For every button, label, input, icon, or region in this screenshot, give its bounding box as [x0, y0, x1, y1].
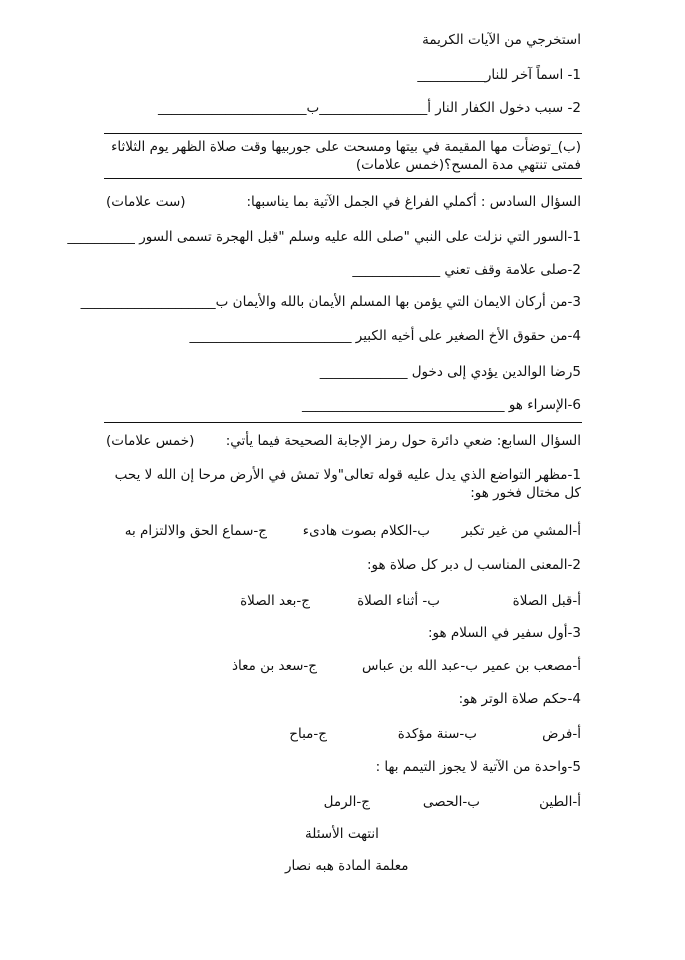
q6-item: 2-صلى علامة وقف تعني _____________ [352, 262, 581, 278]
q7-5-option-b: ب-الحصى [422, 794, 480, 810]
q6-item: 4-من حقوق الأخ الصغير على أخيه الكبير ________________________ [189, 328, 581, 344]
box-question-text: (ب)_توضأت مها المقيمة في بيتها ومسحت على جوربيها وقت صلاة الظهر يوم الثلاثاء فمتى تنتهي مدة المسح؟(خمس علامات) [111, 139, 581, 173]
q6-item: 5رضا الوالدين يؤدي إلى دخول _____________ [319, 364, 581, 380]
q6-item: 6-الإسراء هو ______________________________ [302, 397, 581, 413]
section-divider [104, 422, 582, 423]
intro-title: استخرجي من الآيات الكريمة [422, 32, 581, 48]
q7-3-option-b: ب-عبد الله بن عباس [362, 658, 478, 674]
q7-4-option-a: أ-فرض [542, 726, 581, 742]
q7-4-option-b: ب-سنة مؤكدة [397, 726, 477, 742]
q7-question-4: 4-حكم صلاة الوتر هو: [458, 691, 581, 707]
q6-item: 3-من أركان الايمان التي يؤمن بها المسلم الأيمان بالله والأيمان ب____________________ [80, 294, 581, 310]
q7-1-option-b: ب-الكلام بصوت هادىء [302, 523, 430, 539]
q7-heading: السؤال السابع: ضعي دائرة حول رمز الإجابة الصحيحة فيما يأتي: [225, 433, 581, 449]
q7-3-option-c: ج-سعد بن معاذ [232, 658, 317, 674]
exam-end-note: انتهت الأسئلة [305, 826, 379, 842]
q7-question-3: 3-أول سفير في السلام هو: [427, 625, 581, 641]
q7-1-option-a: أ-المشي من غير تكبر [461, 523, 581, 539]
q7-1-option-c: ج-سماع الحق والالتزام به [124, 523, 267, 539]
q6-item: 1-السور التي نزلت على النبي "صلى الله عليه وسلم "قبل الهجرة تسمى السور __________ [67, 229, 581, 245]
q6-heading: السؤال السادس : أكملي الفراغ في الجمل الآتية بما يناسبها: [246, 194, 581, 210]
q7-question-5: 5-واحدة من الآتية لا يجوز التيمم بها : [375, 759, 581, 775]
q7-5-option-c: ج-الرمل [323, 794, 370, 810]
q7-marks: (خمس علامات) [106, 433, 195, 449]
intro-question-2: 2- سبب دخول الكفار النار أ________________ب______________________ [157, 100, 581, 116]
q7-2-option-a: أ-قبل الصلاة [512, 593, 581, 609]
q7-question-1: 1-مظهر التواضع الذي يدل عليه قوله تعالى"ولا تمش في الأرض مرحا إن الله لا يحب كل مختال فخور هو: [114, 467, 581, 501]
q7-2-option-b: ب- أثناء الصلاة [357, 593, 440, 609]
intro-question-1: 1- اسماً آخر للنار__________ [417, 67, 581, 83]
q6-marks: (ست علامات) [106, 194, 186, 210]
q7-question-2: 2-المعنى المناسب ل دبر كل صلاة هو: [366, 557, 581, 573]
q7-5-option-a: أ-الطين [539, 794, 581, 810]
q7-4-option-c: ج-مباح [289, 726, 327, 742]
q7-3-option-a: أ-مصعب بن عمير [483, 658, 581, 674]
q7-2-option-c: ج-بعد الصلاة [240, 593, 310, 609]
teacher-signature-line: معلمة المادة هبه نصار [285, 858, 409, 874]
